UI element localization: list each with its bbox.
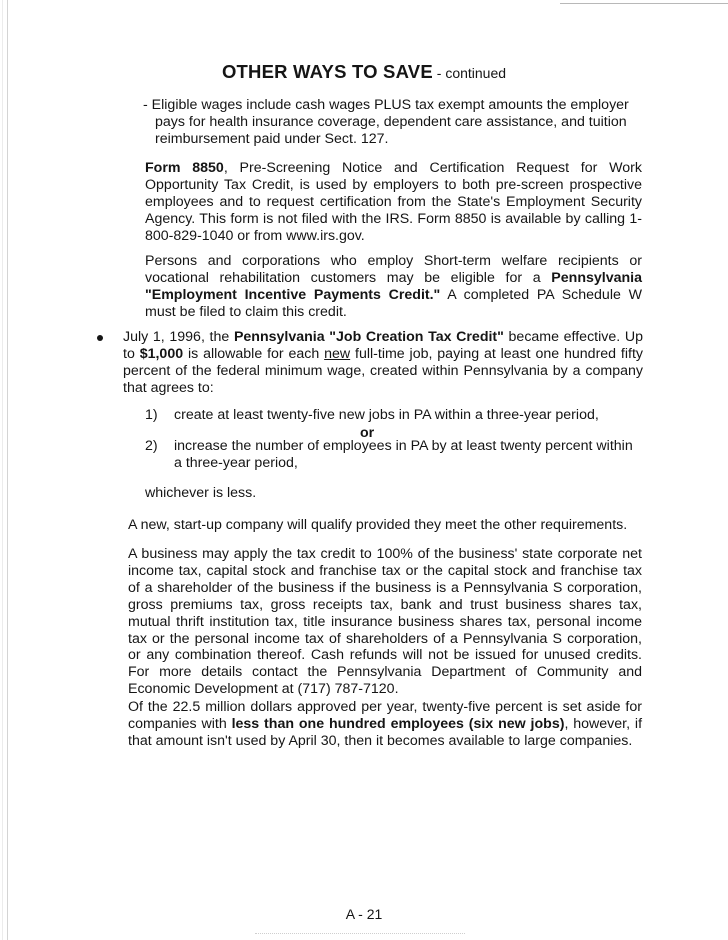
condition-1-number: 1) (145, 407, 158, 423)
job-creation-amount: $1,000 (139, 345, 184, 362)
allocation-text: , however, if that amount isn't used by April 30, then it becomes available to large companies. (128, 715, 643, 749)
job-creation-text: is allowable for each (183, 345, 325, 362)
eligible-wages-paragraph (143, 97, 643, 148)
allocation-text: Of the 22.5 million dollars approved per year, twenty-five percent is set aside for companies with (128, 699, 642, 732)
form-8850-paragraph (145, 160, 642, 245)
employment-incentive-paragraph (145, 253, 642, 321)
condition-2-number: 2) (145, 438, 158, 454)
bullet-icon (97, 335, 103, 341)
condition-2-text: increase the number of employees in PA by at least twenty percent within a three-year period, (174, 438, 633, 471)
job-creation-text: July 1, 1996, the (123, 329, 234, 345)
employment-incentive-text: A completed PA Schedule W must be filed to claim this credit. (145, 286, 643, 320)
condition-1-text: create at least twenty-five new jobs in PA within a three-year period, (174, 407, 599, 423)
scan-edge-line (255, 933, 465, 934)
scan-edge-line (7, 0, 8, 940)
allocation-emphasis: less than one hundred employees (six new jobs) (231, 715, 565, 732)
employment-incentive-text: Persons and corporations who employ Short-term welfare recipients or vocational rehabilitation customers may be eligible for a (145, 253, 642, 286)
eligible-wages-line: reimbursement paid under Sect. 127. (155, 130, 389, 147)
job-creation-text: full-time job, paying at least one hundred fifty percent of the federal minimum wage, created within Pennsylvania by a company that agrees to: (123, 345, 643, 396)
title-continued: - continued (432, 65, 507, 81)
page-number: A - 21 (345, 906, 383, 922)
eligible-wages-line: - Eligible wages include cash wages PLUS tax exempt amounts the employer (143, 97, 629, 113)
allocation-paragraph (128, 699, 642, 750)
eligible-wages-line: pays for health insurance coverage, dependent care assistance, and tuition (155, 113, 627, 130)
title-text: OTHER WAYS TO SAVE (221, 61, 433, 82)
scan-edge-line (560, 3, 728, 4)
conditions-closing: whichever is less. (145, 485, 257, 501)
job-creation-credit-name: Pennsylvania "Job Creation Tax Credit" (233, 329, 504, 345)
scan-edge-line (2, 0, 3, 940)
page-title (0, 61, 728, 83)
apply-credit-paragraph: A business may apply the tax credit to 100% of the business' state corporate net income tax, capital stock and franchise tax or the capital stock and franchise tax of a shareholder of the business if the business is a Pennsylvania S corporation, gross premiums tax, gross receipts tax, bank and trust business shares tax, mutual thrift institution tax, title insurance business shares tax, personal income tax or the personal income tax of shareholders of a Pennsylvania S corporation, or any combination thereof. Cash refunds will not be issued for unused credits. For more details contact the Pennsylvania Department of Community and Economic Development at (717) 787-7120. (128, 546, 642, 698)
employment-incentive-credit-name: Pennsylvania "Employment Incentive Payments Credit." (145, 269, 642, 303)
startup-paragraph: A new, start-up company will qualify provided they meet the other requirements. (128, 517, 628, 533)
job-creation-text: became effective. Up to (123, 329, 643, 362)
job-creation-paragraph (123, 329, 643, 397)
form-8850-text: , Pre-Screening Notice and Certification Request for Work Opportunity Tax Credit, is used by employers to both pre-screen prospective employees and to request certification from the State's Employment Security Agency. This form is not filed with the IRS. Form 8850 is available by calling 1-800-829-1040 or from www.irs.gov. (145, 160, 642, 244)
form-8850-label: Form 8850 (145, 160, 224, 176)
or-separator: or (360, 425, 375, 441)
job-creation-new-word: new (324, 345, 351, 362)
